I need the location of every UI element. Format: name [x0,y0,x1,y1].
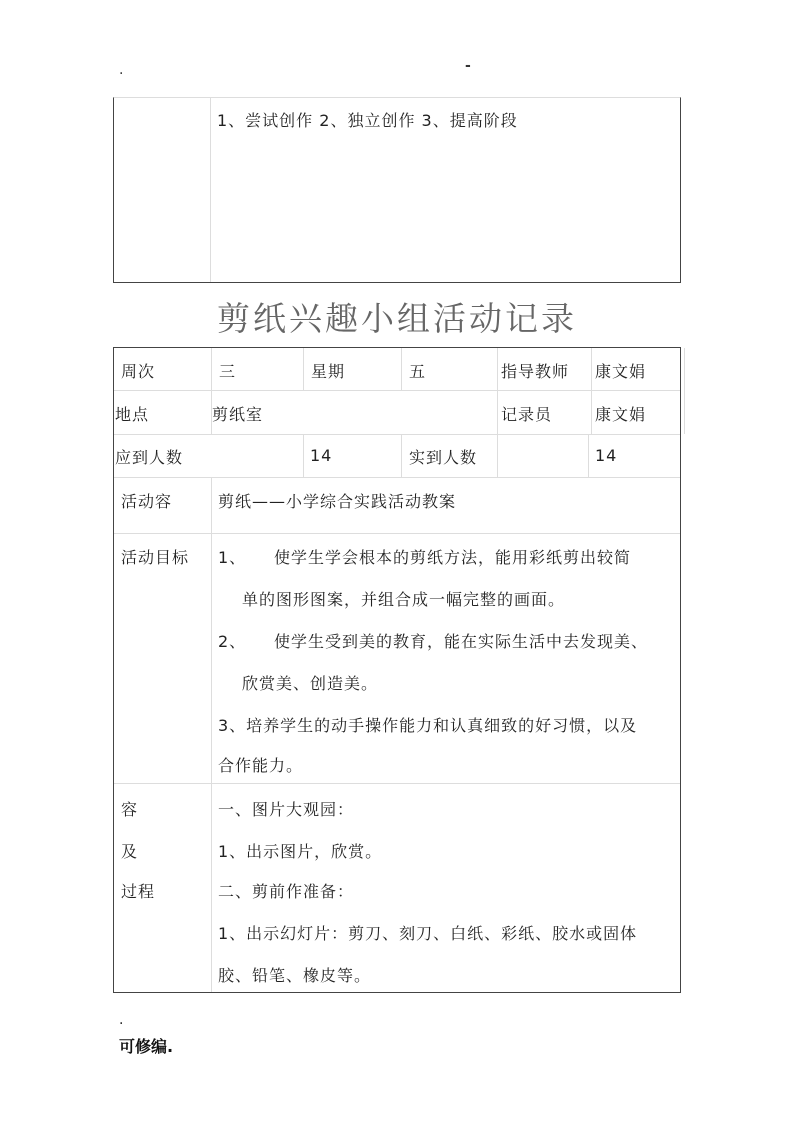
actual-count-label: 实到人数 [409,448,478,467]
content-value: 剪纸——小学综合实践活动教案 [218,492,457,511]
footer-mark: . [119,1012,124,1028]
process-step-2: 1、出示图片，欣赏。 [218,842,383,861]
header-mark-left: . [119,62,124,78]
goals-label: 活动目标 [121,548,190,567]
process-label-1: 容 [121,800,139,819]
page-title: 剪纸兴趣小组活动记录 [217,299,577,338]
goal-3-line-1: 3、培养学生的动手操作能力和认真细致的好习惯，以及 [218,716,638,735]
teacher-label: 指导教师 [501,362,570,381]
goal-3-line-2: 合作能力。 [218,756,304,775]
col-divider [684,348,685,434]
recorder-label: 记录员 [501,405,553,424]
process-step-1: 一、图片大观园： [218,800,355,819]
col-divider [591,348,592,434]
col-divider [401,348,402,390]
goal-2-line-1: 使学生受到美的教育，能在实际生活中去发现美、 [274,632,649,651]
weekday-label: 星期 [311,362,346,381]
week-label: 周次 [121,362,156,381]
row-divider [114,533,680,534]
process-step-4: 1、出示幻灯片：剪刀、刻刀、白纸、彩纸、胶水或固体 [218,924,638,943]
col-divider [497,348,498,390]
header-mark-right: - [465,58,471,74]
col-divider [588,434,589,477]
expected-count-value: 14 [310,446,333,465]
column-divider [210,98,211,282]
col-divider [497,434,498,477]
col-divider [211,348,212,390]
goal-2-number: 2、 [218,632,247,651]
row-divider [114,434,680,435]
teacher-value: 康文娟 [595,362,647,381]
recorder-value: 康文娟 [595,405,647,424]
previous-stages-text: 1、尝试创作 2、独立创作 3、提高阶段 [217,111,518,130]
process-label-3: 过程 [121,882,156,901]
content-label: 活动容 [121,492,173,511]
col-divider [497,390,498,434]
col-divider [303,434,304,477]
row-divider [114,390,680,391]
process-label-2: 及 [121,842,139,861]
actual-count-value: 14 [595,446,618,465]
row-divider [114,477,680,478]
expected-count-label: 应到人数 [115,448,184,467]
location-value: 剪纸室 [212,405,264,424]
footer-text: 可修编. [119,1037,174,1056]
col-divider [303,348,304,390]
location-label: 地点 [115,405,150,424]
activity-record-table [113,347,681,993]
weekday-value: 五 [409,362,427,381]
goal-1-number: 1、 [218,548,247,567]
col-divider [211,477,212,992]
row-divider [114,783,680,784]
week-value: 三 [219,362,237,381]
goal-1-line-2: 单的图形图案，并组合成一幅完整的画面。 [242,590,566,609]
goal-2-line-2: 欣赏美、创造美。 [242,674,379,693]
col-divider [401,434,402,477]
process-step-3: 二、剪前作准备： [218,882,355,901]
goal-1-line-1: 使学生学会根本的剪纸方法，能用彩纸剪出较简 [274,548,632,567]
process-step-5: 胶、铅笔、橡皮等。 [218,966,372,985]
